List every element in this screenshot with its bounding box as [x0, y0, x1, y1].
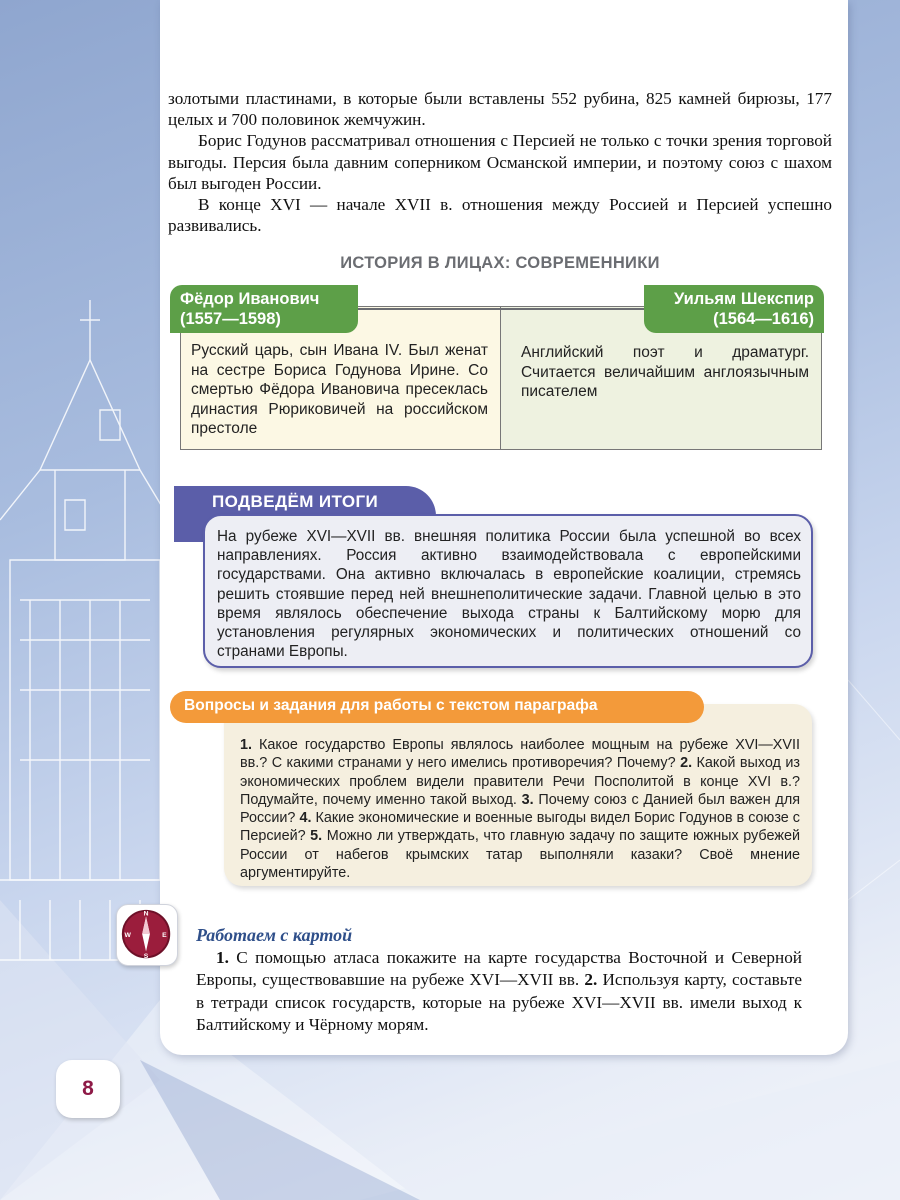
- question-1-num: 1.: [240, 737, 253, 753]
- questions-header: [170, 691, 704, 723]
- question-5-text: Можно ли утверждать, что главную задачу по защите южных рубежей России от набегов крымских татар выполняли казаки? Своё мнение аргументируйте.: [240, 828, 800, 882]
- intro-paragraph-3: В конце XVI — начале XVII в. отношения между Россией и Персией успешно развивались.: [168, 195, 832, 236]
- faces-connector-line: [355, 308, 650, 310]
- map-task-1-text: С помощью атласа покажите на карте государства Восточной и Северной Европы, существовавшие на рубеже XVI—XVII вв.: [196, 948, 802, 990]
- intro-paragraph-2: Борис Годунов рассматривал отношения с Персией не только с точки зрения торговой выгоды. Персия была давним соперником Османской империи, и поэтому союз с шахом был выгоден России.: [168, 131, 832, 193]
- person-tag-left: [170, 285, 358, 333]
- question-2-text: Какой выход из экономических проблем видели правители Речи Посполитой в конце XVI в.? Подумайте, почему именно такой выход.: [240, 755, 801, 808]
- history-faces-title: ИСТОРИЯ В ЛИЦАХ: СОВРЕМЕННИКИ: [340, 254, 660, 272]
- person-right-name: Уильям Шекспир: [674, 290, 814, 308]
- map-task-2-num: 2.: [584, 970, 598, 990]
- compass-south-label: S: [143, 953, 149, 961]
- questions-title: Вопросы и задания для работы с текстом параграфа: [184, 697, 598, 714]
- map-work-title: Работаем с картой: [196, 925, 353, 945]
- summary-text: На рубеже XVI—XVII вв. внешняя политика России была успешной во всех направлениях. Россия активно взаимодействовала с европейскими государствами. Она активно включалась в европейские коалиции, стремясь решить стоявшие перед ней внешнеполитические задачи. Главной целью в это время являлось обеспечение выхода страны к Балтийскому морю для установления регулярных экономических и политических отношений со странами Европы.: [217, 528, 801, 661]
- person-right-years: (1564—1616): [713, 310, 814, 328]
- intro-paragraph-1: золотыми пластинами, в которые были вставлены 552 рубина, 825 камней бирюзы, 177 целых и 700 половинок жемчужин.: [168, 89, 832, 130]
- page-number: 8: [56, 1060, 120, 1118]
- compass-west-label: W: [124, 931, 131, 939]
- question-2-num: 2.: [680, 755, 693, 772]
- person-tag-right: [644, 285, 824, 333]
- compass-icon: [116, 904, 178, 966]
- intro-text: [168, 88, 832, 236]
- question-3-text: Почему союз с Данией был важен для России?: [240, 791, 801, 827]
- question-5-num: 5.: [310, 828, 323, 845]
- question-3-num: 3.: [521, 791, 534, 808]
- person-left-years: (1557—1598): [180, 310, 281, 328]
- faces-right-text: Английский поэт и драматург. Считается величайшим англоязычным писателем: [521, 344, 809, 400]
- question-1-text: Какое государство Европы являлось наиболее мощным на рубеже XVI—XVII вв.? С какими странами у него имелись противоречия? Почему?: [240, 737, 800, 772]
- faces-left-text: Русский царь, сын Ивана IV. Был женат на сестре Бориса Годунова Ирине. Со смертью Фёдора Ивановича пресеклась династия Рюриковичей на российском престоле: [191, 342, 488, 437]
- summary-box: [203, 514, 813, 668]
- map-task-1-num: 1.: [216, 948, 229, 967]
- question-4-text: Какие экономические и военные выгоды видел Борис Годунов в союзе с Персией?: [240, 810, 800, 845]
- compass-icon-graphic: [117, 905, 177, 965]
- compass-east-label: E: [162, 931, 167, 939]
- questions-box: [224, 704, 812, 886]
- person-left-name: Фёдор Иванович: [180, 290, 320, 308]
- summary-title: ПОДВЕДЁМ ИТОГИ: [212, 492, 379, 511]
- compass-north-label: N: [143, 910, 149, 918]
- map-work-text: [196, 947, 802, 1037]
- map-task-2-text: Используя карту, составьте в тетради список государств, которые на рубеже XVI—XVII вв. имели выход к Балтийскому и Чёрному морям.: [196, 970, 803, 1035]
- question-4-num: 4.: [299, 810, 312, 827]
